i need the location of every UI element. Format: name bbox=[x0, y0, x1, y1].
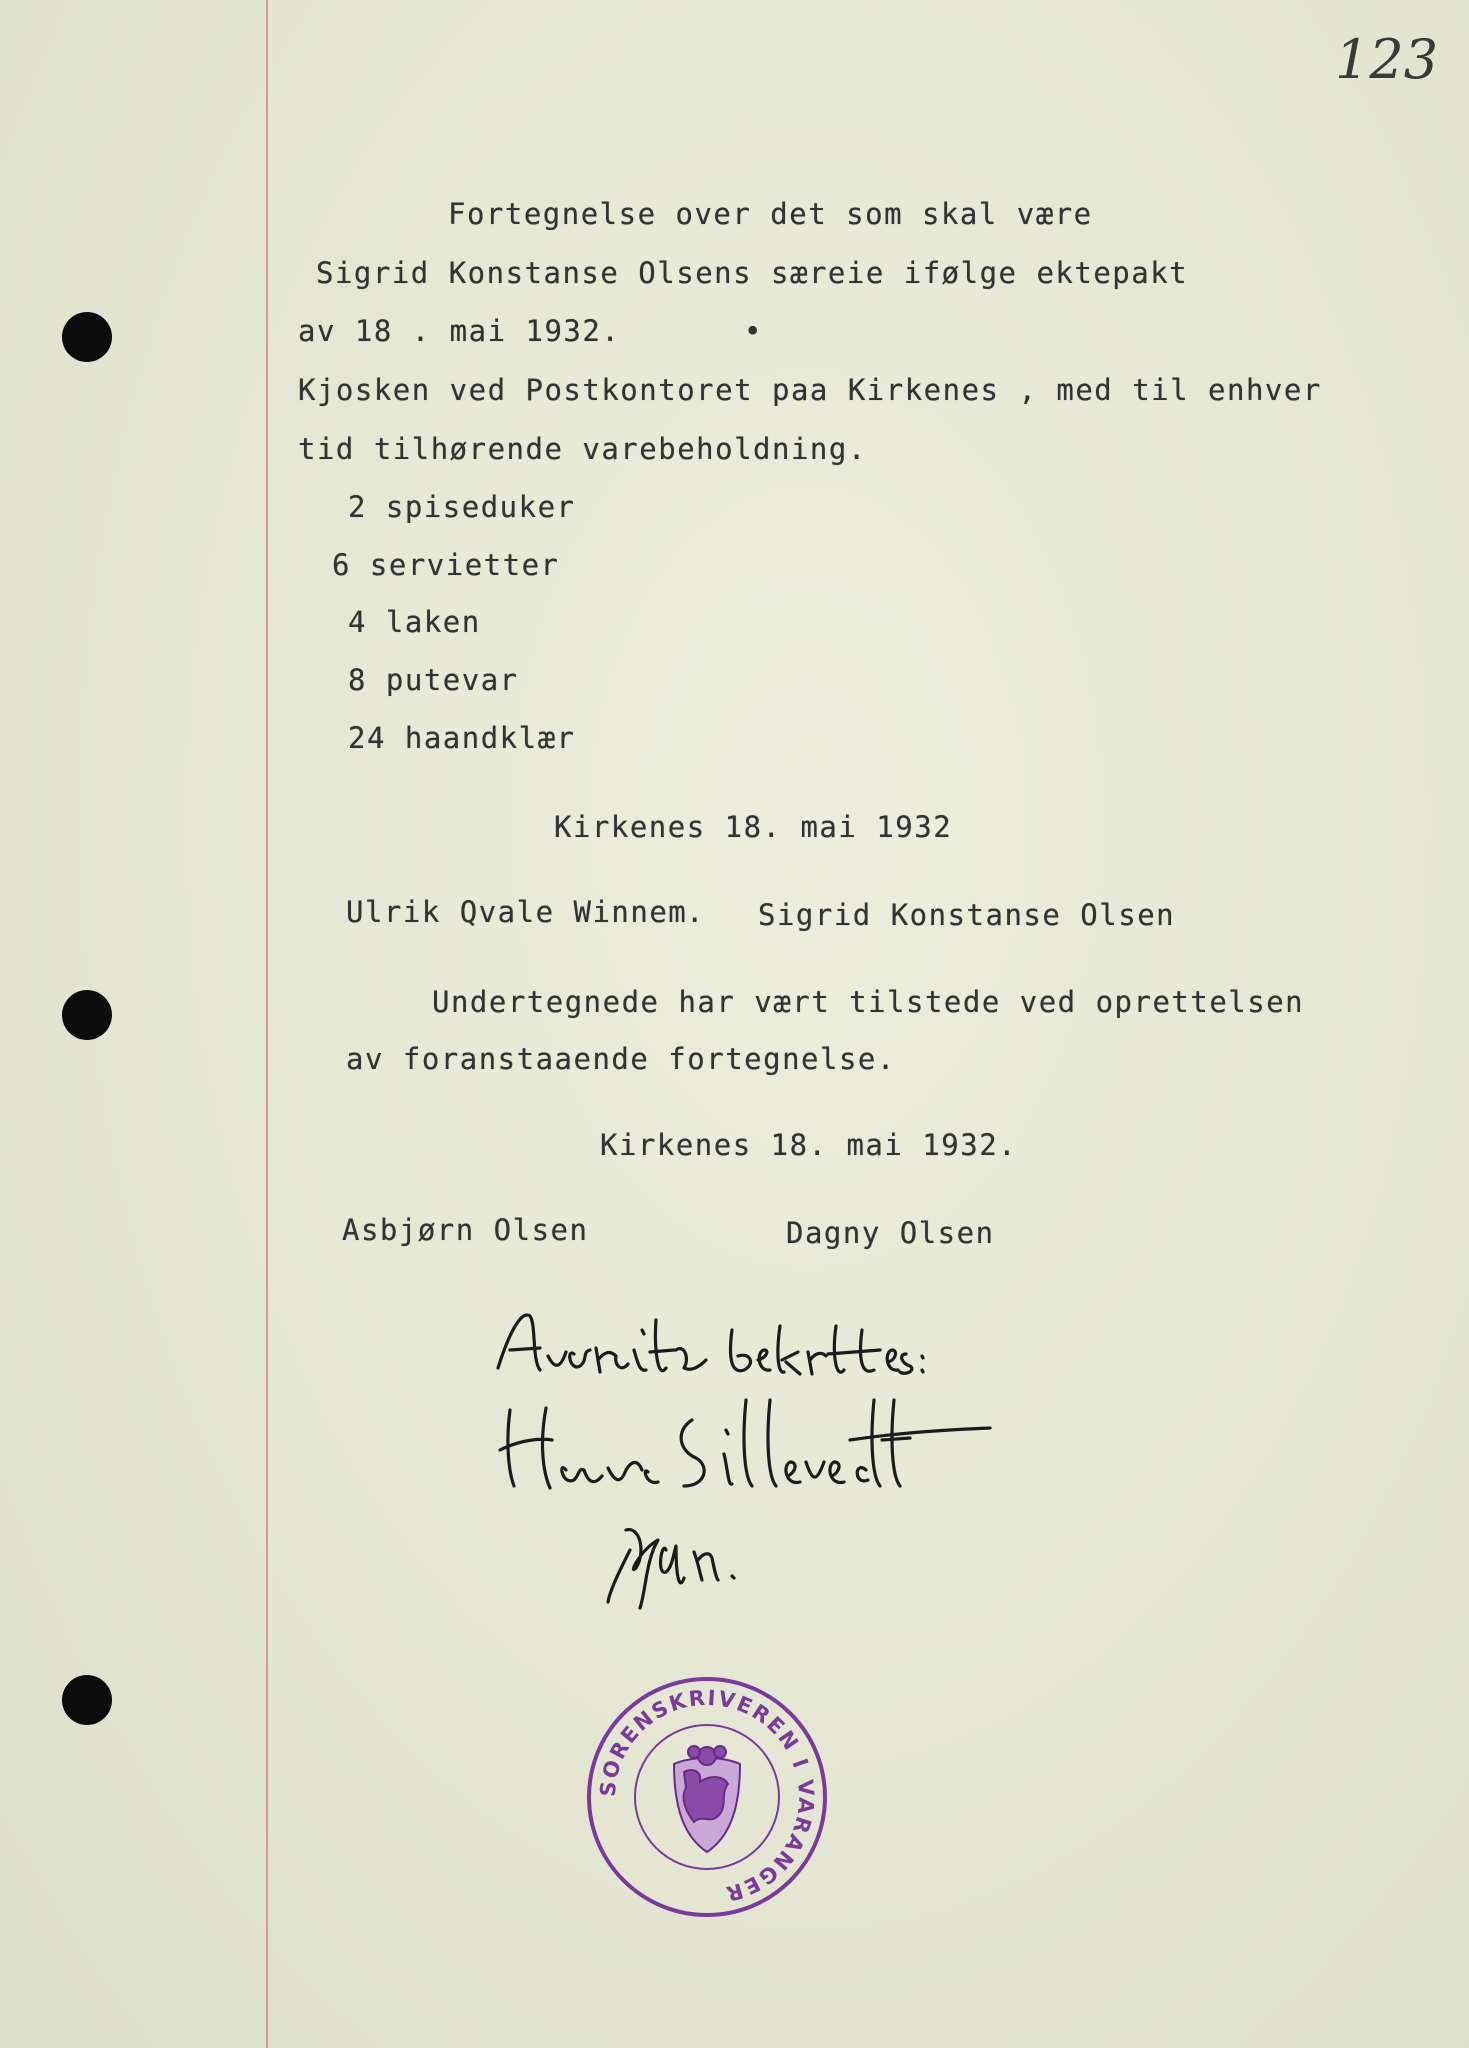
heading-line-1: Fortegnelse over det som skal være bbox=[448, 197, 1093, 231]
punch-hole-top bbox=[62, 312, 112, 362]
list-item: 8 putevar bbox=[348, 663, 519, 697]
signatory-separator: . bbox=[686, 895, 705, 929]
intro-line-1: Kjosken ved Postkontoret paa Kirkenes , med til enhver bbox=[298, 373, 1322, 407]
sorenskriver-stamp bbox=[582, 1672, 832, 1922]
signatory-ulrik: Ulrik Qvale Winnem bbox=[346, 895, 688, 929]
place-date-2: Kirkenes 18. mai 1932. bbox=[600, 1128, 1018, 1162]
list-item: 6 servietter bbox=[332, 548, 560, 582]
witness-line-2: av foranstaaende fortegnelse. bbox=[346, 1042, 896, 1076]
signatory-dagny: Dagny Olsen bbox=[786, 1216, 995, 1250]
stamp-text: SORENSKRIVEREN I VARANGER bbox=[595, 1685, 819, 1907]
margin-line bbox=[266, 0, 268, 2048]
witness-line-1: Undertegnede har vært tilstede ved oprettelsen bbox=[432, 985, 1305, 1019]
list-item: 24 haandklær bbox=[348, 721, 576, 755]
list-item: 2 spiseduker bbox=[348, 490, 576, 524]
punch-hole-bottom bbox=[62, 1675, 112, 1725]
heading-dot: • bbox=[744, 314, 763, 348]
punch-hole-middle bbox=[62, 990, 112, 1040]
signatory-asbjorn: Asbjørn Olsen bbox=[342, 1213, 589, 1247]
place-date-1: Kirkenes 18. mai 1932 bbox=[554, 810, 953, 844]
list-item: 4 laken bbox=[348, 605, 481, 639]
heading-line-2: Sigrid Konstanse Olsens særeie ifølge ektepakt bbox=[316, 256, 1189, 290]
heading-line-3: av 18 . mai 1932. bbox=[298, 314, 621, 348]
handwritten-certification bbox=[470, 1290, 1030, 1610]
intro-line-2: tid tilhørende varebeholdning. bbox=[298, 432, 867, 466]
signatory-sigrid: Sigrid Konstanse Olsen bbox=[758, 898, 1176, 932]
page-number: 123 bbox=[1335, 28, 1439, 91]
